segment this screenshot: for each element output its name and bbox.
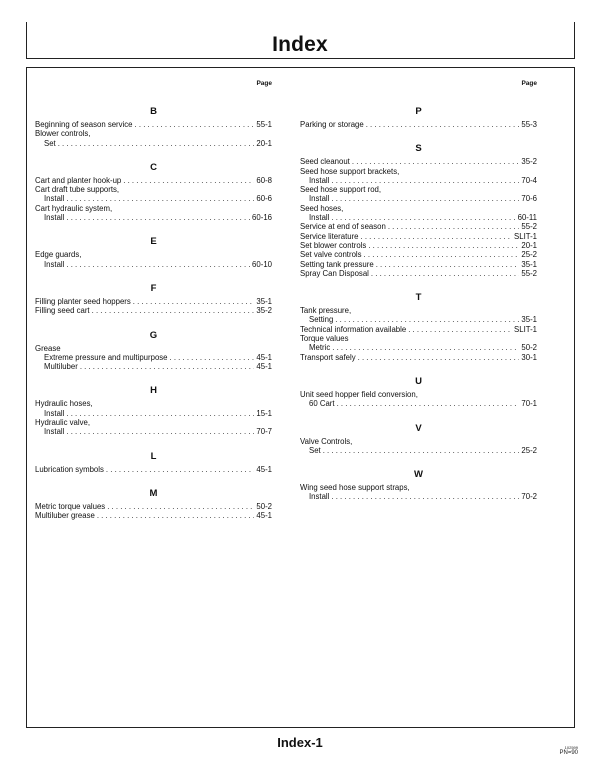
entry-text: Unit seed hopper field conversion,: [300, 389, 418, 399]
page-number: Index-1: [277, 735, 323, 750]
page-title: Index: [272, 33, 328, 56]
document-code-main: PN=90: [559, 750, 578, 756]
index-entry: [300, 306, 537, 315]
dot-leader: [135, 120, 255, 129]
entry-page: 35-2: [521, 157, 537, 167]
dot-leader: [66, 427, 254, 436]
entry-text: Service literature: [300, 231, 359, 241]
index-section: [35, 488, 272, 521]
entry-page: 35-2: [256, 306, 272, 316]
entry-text: Seed cleanout: [300, 157, 350, 167]
index-entry: [300, 232, 537, 241]
section-letter: H: [150, 385, 157, 397]
index-entry: [35, 120, 272, 129]
dot-leader: [368, 241, 519, 250]
index-entry: [300, 176, 537, 185]
index-entry: [300, 353, 537, 362]
dot-leader: [66, 260, 250, 269]
index-entry: [300, 222, 537, 231]
entry-page: 20-1: [521, 240, 537, 250]
page-column-header: Page: [256, 80, 272, 87]
section-letter: P: [415, 106, 422, 117]
entry-text: Install: [309, 175, 330, 185]
index-box: [26, 67, 575, 728]
page-column-header: Page: [521, 80, 537, 87]
entry-text: Install: [44, 194, 65, 204]
index-entry: [300, 241, 537, 250]
entry-text: Transport safely: [300, 352, 356, 362]
entry-text: Technical information available: [300, 324, 407, 334]
entry-text: Blower controls,: [35, 129, 91, 139]
dot-leader: [388, 222, 520, 231]
index-entry: [35, 362, 272, 371]
entry-text: Metric torque values: [35, 501, 106, 511]
entry-text: Seed hose support rod,: [300, 185, 382, 195]
dot-leader: [107, 502, 254, 511]
section-letter: S: [415, 143, 422, 155]
entry-text: Parking or storage: [300, 120, 364, 129]
entry-page: 50-2: [521, 343, 537, 353]
index-entry: [35, 297, 272, 306]
entry-page: 70-6: [521, 194, 537, 204]
index-entry: [300, 343, 537, 352]
dot-leader: [337, 399, 520, 408]
entry-text: Grease: [35, 343, 61, 353]
dot-leader: [92, 306, 255, 315]
entry-text: Install: [309, 194, 330, 204]
entry-text: Edge guards,: [35, 250, 82, 260]
entry-text: Cart and planter hook-up: [35, 175, 122, 185]
dot-leader: [170, 353, 255, 362]
entry-page: 60-16: [252, 213, 272, 223]
section-letter: W: [414, 469, 423, 481]
index-section: [35, 162, 272, 222]
index-section: [300, 376, 537, 409]
index-section: [300, 469, 537, 502]
entry-text: 60 Cart: [309, 399, 335, 409]
index-entry: [35, 353, 272, 362]
document-code: [559, 745, 578, 757]
entry-text: Seed hose support brackets,: [300, 166, 400, 176]
dot-leader: [66, 194, 254, 203]
dot-leader: [133, 297, 255, 306]
entry-page: 30-1: [521, 352, 537, 362]
entry-text: Lubrication symbols: [35, 464, 104, 474]
entry-page: 45-1: [256, 511, 272, 521]
dot-leader: [323, 446, 520, 455]
entry-text: Service at end of season: [300, 222, 386, 232]
index-entry: [35, 250, 272, 259]
dot-leader: [97, 511, 255, 520]
dot-leader: [376, 260, 520, 269]
entry-page: 55-3: [521, 120, 537, 129]
index-entry: [35, 176, 272, 185]
entry-page: 35-1: [256, 296, 272, 306]
index-entry: [300, 446, 537, 455]
index-entry: [35, 129, 272, 138]
dot-leader: [66, 213, 250, 222]
dot-leader: [408, 325, 512, 334]
section-letter: G: [149, 329, 158, 341]
dot-leader: [358, 353, 520, 362]
dot-leader: [361, 232, 513, 241]
entry-text: Setting: [309, 315, 334, 325]
entry-page: 25-2: [521, 250, 537, 260]
dot-leader: [58, 139, 255, 148]
index-entry: [35, 306, 272, 315]
entry-text: Set: [309, 445, 321, 455]
entry-page: 15-1: [256, 408, 272, 418]
index-section: [300, 106, 537, 129]
dot-leader: [352, 157, 520, 166]
index-entry: [300, 194, 537, 203]
index-entry: [300, 325, 537, 334]
index-entry: [300, 315, 537, 324]
dot-leader: [66, 409, 254, 418]
entry-text: Install: [44, 259, 65, 269]
dot-leader: [335, 315, 519, 324]
entry-text: Metric: [309, 343, 331, 353]
index-entry: [300, 260, 537, 269]
entry-text: Extreme pressure and multipurpose: [44, 352, 168, 362]
entry-page: 45-1: [256, 362, 272, 372]
dot-leader: [332, 343, 519, 352]
entry-page: 60-6: [256, 194, 272, 204]
dot-leader: [331, 492, 519, 501]
entry-page: 55-1: [256, 120, 272, 129]
entry-text: Install: [44, 213, 65, 223]
index-entry: [35, 194, 272, 203]
entry-page: 60-10: [252, 259, 272, 269]
entry-page: 70-7: [256, 427, 272, 437]
index-entry: [35, 344, 272, 353]
entry-text: Set: [44, 138, 56, 148]
entry-text: Hydraulic hoses,: [35, 399, 93, 409]
entry-page: 60-11: [517, 213, 537, 223]
entry-page: 60-8: [256, 175, 272, 185]
entry-page: 20-1: [256, 138, 272, 148]
index-entry: [300, 269, 537, 278]
section-letter: V: [415, 422, 422, 434]
index-section: [35, 385, 272, 436]
index-entry: [35, 260, 272, 269]
entry-page: 25-2: [521, 445, 537, 455]
index-entry: [35, 139, 272, 148]
index-entry: [35, 185, 272, 194]
section-letter: B: [150, 106, 157, 117]
entry-page: 55-2: [521, 268, 537, 278]
entry-page: 70-2: [521, 492, 537, 502]
index-entry: [300, 120, 537, 129]
entry-text: Valve Controls,: [300, 436, 353, 446]
entry-page: 35-1: [521, 259, 537, 269]
entry-text: Set valve controls: [300, 250, 362, 260]
dot-leader: [331, 194, 519, 203]
entry-text: Seed hoses,: [300, 203, 344, 213]
index-section: [35, 283, 272, 316]
entry-text: Install: [309, 492, 330, 502]
index-section: [300, 292, 537, 362]
dot-leader: [366, 120, 520, 129]
document-code-small: 102599: [564, 745, 578, 750]
dot-leader: [331, 176, 519, 185]
entry-text: Torque values: [300, 334, 349, 344]
section-letter: T: [415, 292, 422, 304]
index-section: [35, 106, 272, 148]
section-letter: U: [415, 375, 422, 387]
entry-page: 45-1: [256, 464, 272, 474]
dot-leader: [106, 465, 254, 474]
index-section: [35, 236, 272, 269]
index-entry: [35, 502, 272, 511]
index-entry: [300, 250, 537, 259]
entry-page: SLIT-1: [514, 324, 537, 334]
section-letter: M: [149, 487, 158, 499]
entry-text: Install: [44, 408, 65, 418]
entry-text: Filling planter seed hoppers: [35, 296, 131, 306]
entry-text: Install: [309, 213, 330, 223]
dot-leader: [371, 269, 519, 278]
index-entry: [300, 390, 537, 399]
index-entry: [300, 185, 537, 194]
entry-text: Set blower controls: [300, 240, 367, 250]
entry-text: Spray Can Disposal: [300, 268, 369, 278]
entry-text: Install: [44, 427, 65, 437]
index-section: [300, 143, 537, 278]
index-entry: [300, 213, 537, 222]
index-entry: [35, 399, 272, 408]
index-entry: [35, 204, 272, 213]
entry-text: Beginning of season service: [35, 120, 133, 129]
entry-page: 70-1: [521, 399, 537, 409]
entry-page: 70-4: [521, 175, 537, 185]
entry-text: Hydraulic valve,: [35, 418, 91, 428]
index-entry: [300, 483, 537, 492]
entry-text: Filling seed cart: [35, 306, 90, 316]
index-entry: [35, 511, 272, 520]
index-entry: [35, 418, 272, 427]
index-section: [35, 451, 272, 474]
index-section: [35, 330, 272, 372]
dot-leader: [80, 362, 255, 371]
index-entry: [300, 437, 537, 446]
entry-text: Setting tank pressure: [300, 259, 374, 269]
entry-page: 45-1: [256, 352, 272, 362]
index-entry: [300, 157, 537, 166]
section-letter: L: [150, 450, 157, 462]
index-entry: [35, 427, 272, 436]
index-column-left: [35, 80, 272, 535]
entry-text: Cart hydraulic system,: [35, 203, 113, 213]
index-entry: [35, 465, 272, 474]
entry-text: Cart draft tube supports,: [35, 185, 120, 195]
header-rule-bottom: [26, 58, 575, 59]
index-entry: [300, 167, 537, 176]
section-letter: F: [150, 282, 157, 294]
index-section: [300, 423, 537, 456]
entry-text: Multiluber: [44, 362, 78, 372]
dot-leader: [123, 176, 254, 185]
entry-page: 35-1: [521, 315, 537, 325]
index-entry: [300, 204, 537, 213]
entry-text: Multiluber grease: [35, 511, 95, 521]
index-entry: [300, 399, 537, 408]
index-entry: [35, 409, 272, 418]
index-entry: [300, 334, 537, 343]
dot-leader: [364, 250, 520, 259]
index-entry: [300, 492, 537, 501]
entry-text: Tank pressure,: [300, 306, 352, 316]
index-column-right: [300, 80, 537, 516]
entry-page: 55-2: [521, 222, 537, 232]
entry-text: Wing seed hose support straps,: [300, 483, 410, 493]
entry-page: SLIT-1: [514, 231, 537, 241]
section-letter: E: [150, 236, 157, 248]
dot-leader: [331, 213, 515, 222]
entry-page: 50-2: [256, 501, 272, 511]
section-letter: C: [150, 161, 157, 173]
index-entry: [35, 213, 272, 222]
